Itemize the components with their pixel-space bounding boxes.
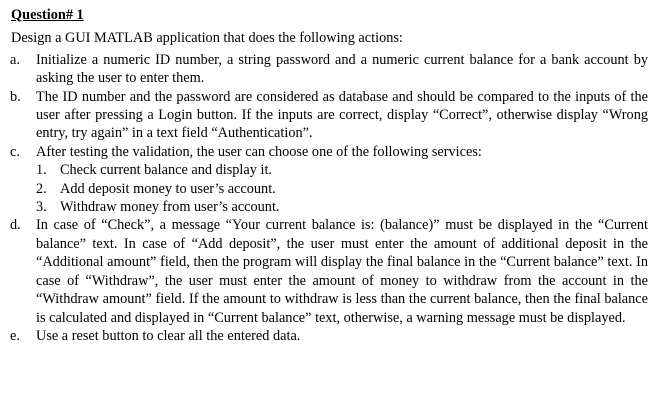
- item-text: Use a reset button to clear all the entered data.: [36, 327, 301, 344]
- requirement-item-b: [10, 88, 648, 143]
- question-intro: Design a GUI MATLAB application that does the following actions:: [11, 30, 403, 47]
- service-item-3: [36, 198, 648, 216]
- requirement-item-e: [10, 327, 648, 345]
- item-marker: d.: [10, 217, 21, 234]
- question-heading: Question# 1: [11, 7, 84, 23]
- item-marker: e.: [10, 327, 20, 344]
- requirement-item-d: [10, 216, 648, 326]
- item-text: Initialize a numeric ID number, a string password and a numeric current balance for a bank account by asking the user to enter them.: [36, 51, 648, 87]
- item-marker: b.: [10, 88, 21, 105]
- item-text: In case of “Check”, a message “Your current balance is: (balance)” must be displayed in the “Current balance” text. In case of “Add deposit”, the user must enter the amount of additional deposit in the “Additional amount” field, then the program will display the final balance in the “Current balance” text. In case of “Withdraw”, the user must enter the amount of money to withdraw from the account in the “Withdraw amount” field. If the amount to withdraw is less than the current balance, then the final balance is calculated and displayed in “Current balance” text, otherwise, a warning message must be displayed.: [36, 217, 648, 326]
- sub-item-marker: 2.: [36, 180, 47, 197]
- service-item-1: [36, 161, 648, 179]
- item-marker: a.: [10, 51, 20, 68]
- sub-item-text: Add deposit money to user’s account.: [60, 180, 276, 197]
- item-text: The ID number and the password are considered as database and should be compared to the inputs of the user after pressing a Login button. If the inputs are correct, display “Correct”, otherwise display “Wrong entry, try again” in a text field “Authentication”.: [36, 88, 648, 142]
- requirements-list: [10, 51, 648, 346]
- requirement-item-a: [10, 51, 648, 88]
- service-item-2: [36, 180, 648, 198]
- sub-item-marker: 3.: [36, 199, 47, 216]
- services-list: [36, 161, 648, 216]
- item-text: After testing the validation, the user can choose one of the following services:: [36, 143, 482, 160]
- sub-item-text: Withdraw money from user’s account.: [60, 199, 280, 216]
- sub-item-text: Check current balance and display it.: [60, 162, 272, 179]
- item-marker: c.: [10, 143, 20, 160]
- sub-item-marker: 1.: [36, 162, 47, 179]
- requirement-item-c: [10, 143, 648, 217]
